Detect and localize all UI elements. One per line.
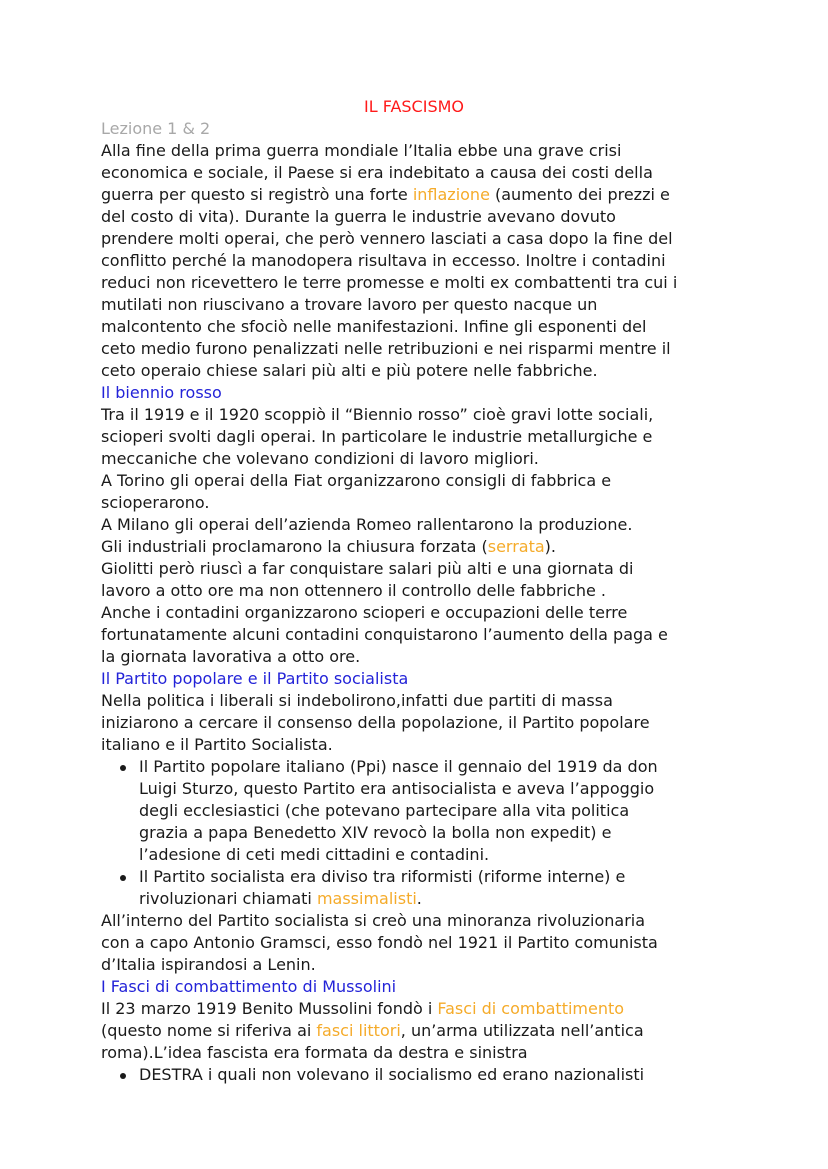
text-line (101, 514, 761, 536)
highlighted-term: massimalisti (316, 889, 417, 908)
bullet-item (101, 756, 761, 866)
paragraph (101, 910, 761, 976)
highlighted-term: inflazione (412, 185, 490, 204)
text-segment: italiano e il Partito Socialista. (101, 735, 333, 754)
text-line (101, 690, 761, 712)
paragraph (101, 140, 761, 382)
text-line (101, 162, 761, 184)
text-line (101, 910, 761, 932)
text-segment: reduci non ricevettero le terre promesse e molti ex combattenti tra cui i (101, 273, 678, 292)
text-segment: d’Italia ispirandosi a Lenin. (101, 955, 316, 974)
text-segment: prendere molti operai, che però vennero lasciati a casa dopo la fine del (101, 229, 673, 248)
text-segment: malcontento che sfociò nelle manifestazioni. Infine gli esponenti del (101, 317, 647, 336)
text-line (101, 206, 761, 228)
text-line (139, 866, 761, 888)
text-line (101, 404, 761, 426)
text-segment: Luigi Sturzo, questo Partito era antisocialista e aveva l’appoggio (139, 779, 655, 798)
section-heading: Il Partito popolare e il Partito socialista (101, 669, 409, 688)
text-segment: Nella politica i liberali si indebolirono,infatti due partiti di massa (101, 691, 613, 710)
text-segment: grazia a papa Benedetto XIV revocò la bolla non expedit) e (139, 823, 612, 842)
text-line (139, 1064, 761, 1086)
text-segment: fortunatamente alcuni contadini conquistarono l’aumento della paga e (101, 625, 668, 644)
text-segment: , un’arma utilizzata nell’antica (400, 1021, 644, 1040)
text-line (101, 580, 761, 602)
text-segment: Il Partito popolare italiano (Ppi) nasce il gennaio del 1919 da don (139, 757, 658, 776)
text-segment: meccaniche che volevano condizioni di lavoro migliori. (101, 449, 539, 468)
document-page (101, 96, 761, 1086)
text-segment: Gli industriali proclamarono la chiusura forzata ( (101, 537, 488, 556)
text-line (101, 492, 761, 514)
highlighted-term: serrata (487, 537, 545, 556)
paragraph (101, 690, 761, 756)
text-line (139, 888, 761, 910)
text-line (101, 316, 761, 338)
bullet-item (101, 866, 761, 910)
bullet-icon (120, 1073, 126, 1079)
text-line (101, 140, 761, 162)
text-segment: Alla fine della prima guerra mondiale l’Italia ebbe una grave crisi (101, 141, 622, 160)
text-line (101, 448, 761, 470)
document-title: IL FASCISMO (364, 97, 464, 116)
text-segment: economica e sociale, il Paese si era indebitato a causa dei costi della (101, 163, 653, 182)
text-segment: ceto medio furono penalizzati nelle retribuzioni e nei risparmi mentre il (101, 339, 671, 358)
text-line (101, 734, 761, 756)
text-line (101, 712, 761, 734)
text-line (139, 756, 761, 778)
text-segment: con a capo Antonio Gramsci, esso fondò nel 1921 il Partito comunista (101, 933, 658, 952)
section-heading: I Fasci di combattimento di Mussolini (101, 977, 397, 996)
text-segment: . (416, 889, 422, 908)
text-segment: ). (544, 537, 556, 556)
text-segment: A Torino gli operai della Fiat organizzarono consigli di fabbrica e (101, 471, 612, 490)
highlighted-term: Fasci di combattimento (437, 999, 625, 1018)
text-line (101, 1042, 761, 1064)
text-line (101, 954, 761, 976)
text-segment: Tra il 1919 e il 1920 scoppiò il “Biennio rosso” cioè gravi lotte sociali, (101, 405, 654, 424)
text-segment: All’interno del Partito socialista si creò una minoranza rivoluzionaria (101, 911, 646, 930)
text-line (101, 998, 761, 1020)
text-line (139, 844, 761, 866)
text-line (139, 800, 761, 822)
text-segment: (aumento dei prezzi e (489, 185, 670, 204)
text-segment: conflitto perché la manodopera risultava in eccesso. Inoltre i contadini (101, 251, 666, 270)
text-line (101, 536, 761, 558)
text-line (101, 184, 761, 206)
text-line (101, 932, 761, 954)
text-line (101, 360, 761, 382)
highlighted-term: fasci littori (316, 1021, 401, 1040)
text-segment: (questo nome si riferiva ai (101, 1021, 317, 1040)
text-line (101, 338, 761, 360)
text-segment: ceto operaio chiese salari più alti e più potere nelle fabbriche. (101, 361, 598, 380)
text-line (101, 624, 761, 646)
document-body (101, 140, 761, 1086)
text-line (101, 250, 761, 272)
text-segment: l’adesione di ceti medi cittadini e contadini. (139, 845, 490, 864)
text-segment: rivoluzionari chiamati (139, 889, 317, 908)
paragraph (101, 404, 761, 668)
text-segment: degli ecclesiastici (che potevano partecipare alla vita politica (139, 801, 630, 820)
lesson-subtitle: Lezione 1 & 2 (101, 119, 211, 138)
text-line (101, 228, 761, 250)
text-segment: Il 23 marzo 1919 Benito Mussolini fondò i (101, 999, 438, 1018)
text-line (101, 272, 761, 294)
text-segment: Anche i contadini organizzarono scioperi e occupazioni delle terre (101, 603, 628, 622)
text-segment: iniziarono a cercare il consenso della popolazione, il Partito popolare (101, 713, 650, 732)
text-line (139, 778, 761, 800)
text-line (101, 558, 761, 580)
paragraph (101, 998, 761, 1064)
text-segment: mutilati non riuscivano a trovare lavoro per questo nacque un (101, 295, 598, 314)
bullet-item (101, 1064, 761, 1086)
text-segment: lavoro a otto ore ma non ottennero il controllo delle fabbriche . (101, 581, 606, 600)
bullet-icon (120, 875, 126, 881)
text-segment: Il Partito socialista era diviso tra riformisti (riforme interne) e (139, 867, 626, 886)
text-segment: roma).L’idea fascista era formata da destra e sinistra (101, 1043, 528, 1062)
text-line (101, 646, 761, 668)
text-line (101, 426, 761, 448)
bullet-icon (120, 765, 126, 771)
text-segment: guerra per questo si registrò una forte (101, 185, 413, 204)
text-segment: la giornata lavorativa a otto ore. (101, 647, 361, 666)
text-line (101, 602, 761, 624)
text-segment: del costo di vita). Durante la guerra le industrie avevano dovuto (101, 207, 616, 226)
text-segment: DESTRA i quali non volevano il socialismo ed erano nazionalisti (139, 1065, 645, 1084)
text-line (101, 1020, 761, 1042)
text-segment: scioperarono. (101, 493, 210, 512)
text-segment: A Milano gli operai dell’azienda Romeo rallentarono la produzione. (101, 515, 633, 534)
text-segment: Giolitti però riuscì a far conquistare salari più alti e una giornata di (101, 559, 634, 578)
section-heading: Il biennio rosso (101, 383, 222, 402)
text-line (101, 470, 761, 492)
text-segment: scioperi svolti dagli operai. In particolare le industrie metallurgiche e (101, 427, 653, 446)
text-line (101, 294, 761, 316)
text-line (139, 822, 761, 844)
